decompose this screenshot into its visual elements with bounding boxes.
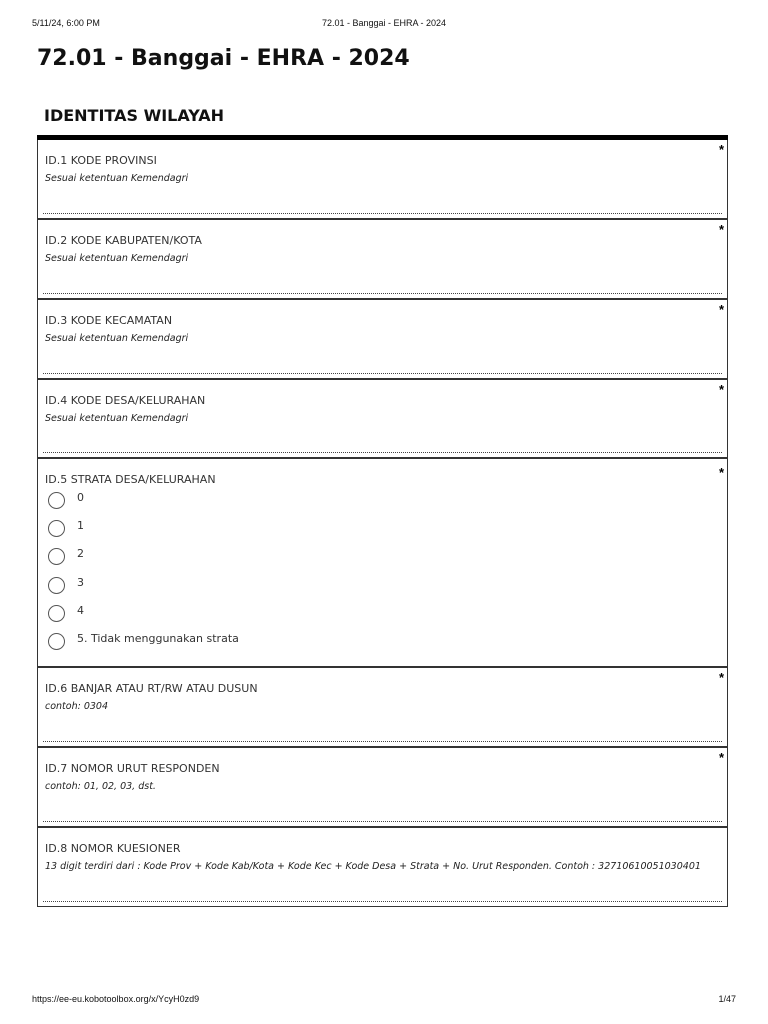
radio-option-label: 3 [77, 575, 84, 589]
radio-option-label: 4 [77, 603, 84, 617]
required-marker: * [718, 670, 724, 685]
question-hint: 13 digit terdiri dari : Kode Prov + Kode Kab/Kota + Kode Kec + Kode Desa + Strata + No. Urut Responden. Contoh : 32710610051030401 [45, 861, 701, 872]
answer-field[interactable] [43, 821, 722, 822]
question-id3 [37, 300, 728, 380]
question-hint: Sesuai ketentuan Kemendagri [45, 413, 189, 424]
question-id2 [37, 220, 728, 300]
radio-option-label: 2 [77, 547, 84, 561]
question-label: ID.5 STRATA DESA/KELURAHAN [45, 473, 216, 486]
question-hint: Sesuai ketentuan Kemendagri [45, 173, 189, 184]
print-document-title: 72.01 - Banggai - EHRA - 2024 [321, 18, 447, 28]
page-url[interactable]: https://ee-eu.kobotoolbox.org/x/YcyH0zd9 [32, 994, 200, 1004]
answer-field[interactable] [43, 901, 722, 902]
radio-option-label: 0 [77, 491, 84, 504]
form-title: 72.01 - Banggai - EHRA - 2024 [37, 46, 410, 71]
group-title: IDENTITAS WILAYAH [44, 106, 225, 125]
radio-option-label: 1 [77, 519, 84, 533]
required-marker: * [718, 222, 724, 237]
print-date: 5/11/24, 6:00 PM [32, 18, 100, 28]
print-header [32, 18, 736, 32]
radio-button[interactable] [48, 520, 65, 537]
required-marker: * [718, 750, 724, 765]
question-id8 [37, 828, 728, 907]
answer-field[interactable] [43, 741, 722, 742]
question-label: ID.4 KODE DESA/KELURAHAN [45, 394, 206, 407]
required-marker: * [718, 142, 724, 157]
question-label: ID.6 BANJAR ATAU RT/RW ATAU DUSUN [45, 682, 258, 695]
radio-option-label: 5. Tidak menggunakan strata [77, 631, 239, 645]
radio-button[interactable] [48, 548, 65, 565]
answer-field[interactable] [43, 373, 722, 374]
print-footer [32, 994, 736, 1008]
question-id1 [37, 140, 728, 220]
question-group [37, 135, 728, 907]
required-marker: * [718, 302, 724, 317]
question-label: ID.8 NOMOR KUESIONER [45, 842, 181, 855]
question-hint: contoh: 01, 02, 03, dst. [45, 781, 156, 792]
question-hint: Sesuai ketentuan Kemendagri [45, 333, 189, 344]
radio-button[interactable] [48, 633, 65, 650]
answer-field[interactable] [43, 293, 722, 294]
answer-field[interactable] [43, 452, 722, 453]
question-label: ID.1 KODE PROVINSI [45, 154, 157, 167]
required-marker: * [718, 465, 724, 480]
required-marker: * [718, 382, 724, 397]
radio-button[interactable] [48, 577, 65, 594]
radio-button[interactable] [48, 492, 65, 509]
question-id4 [37, 380, 728, 459]
page-number: 1/47 [718, 994, 736, 1004]
question-label: ID.2 KODE KABUPATEN/KOTA [45, 234, 202, 247]
question-id7 [37, 748, 728, 828]
question-label: ID.3 KODE KECAMATAN [45, 314, 173, 327]
answer-field[interactable] [43, 213, 722, 214]
question-hint: contoh: 0304 [45, 701, 109, 712]
question-id5 [37, 459, 728, 668]
question-id6 [37, 668, 728, 748]
radio-button[interactable] [48, 605, 65, 622]
question-label: ID.7 NOMOR URUT RESPONDEN [45, 762, 220, 775]
question-hint: Sesuai ketentuan Kemendagri [45, 253, 189, 264]
